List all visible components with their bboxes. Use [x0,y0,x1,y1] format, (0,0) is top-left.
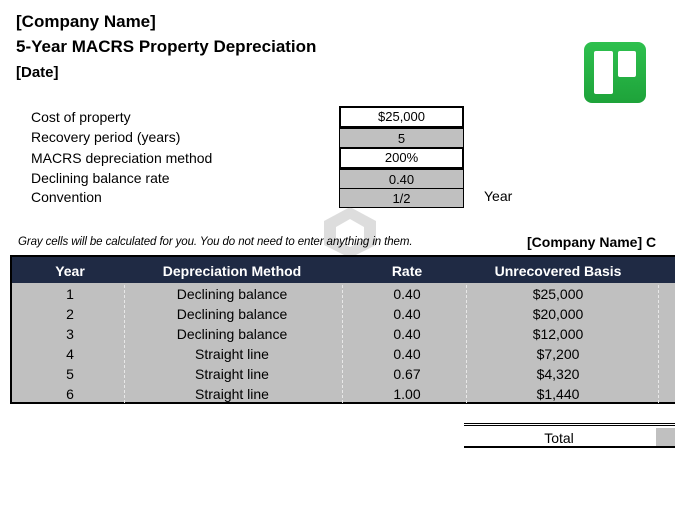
depreciation-table [10,255,675,404]
convention-cell: 1/2 [339,188,464,208]
col-rate: Rate [391,263,423,279]
cell-year: 3 [66,326,74,342]
table-header [12,257,675,283]
cell-year: 5 [66,366,74,382]
cell-rate: 1.00 [393,386,421,402]
trello-icon [584,42,646,103]
cell-method: Declining balance [176,286,288,302]
input-label-rate: Declining balance rate [31,170,170,186]
instruction-note: Gray cells will be calculated for you. You do not need to enter anything in them. [18,236,413,248]
cell-basis: $7,200 [536,346,580,362]
cell-year: 1 [66,286,74,302]
cell-rate: 0.40 [393,306,421,322]
note-company-name: [Company Name] C [527,234,657,250]
total-row [464,423,675,448]
cell-method: Straight line [195,366,269,382]
company-name: [Company Name] [16,12,156,31]
input-label-method: MACRS depreciation method [31,150,213,166]
input-label-convention: Convention [31,189,102,205]
declining-rate-cell: 0.40 [339,169,464,189]
cell-method: Declining balance [176,306,288,322]
input-label-recovery: Recovery period (years) [31,129,181,145]
cell-rate: 0.40 [393,326,421,342]
col-year: Year [55,263,85,279]
table-row [12,285,675,305]
cost-input[interactable]: $25,000 [339,106,464,128]
cell-year: 4 [66,346,74,362]
cell-basis: $1,440 [536,386,580,402]
cell-method: Straight line [195,386,269,402]
method-input[interactable]: 200% [339,147,464,169]
col-basis: Unrecovered Basis [494,263,622,279]
cell-basis: $12,000 [532,326,584,342]
cell-rate: 0.40 [393,286,421,302]
table-row [12,325,675,345]
cell-basis: $20,000 [532,306,584,322]
total-label: Total [544,430,574,446]
cell-basis: $4,320 [536,366,580,382]
table-row [12,385,675,405]
table-row [12,365,675,385]
sheet-title: 5-Year MACRS Property Depreciation [16,37,317,56]
table-row [12,305,675,325]
cell-basis: $25,000 [532,286,584,302]
convention-unit: Year [484,188,513,204]
table-row [12,345,675,365]
cell-rate: 0.67 [393,366,421,382]
cell-method: Straight line [195,346,269,362]
cell-method: Declining balance [176,326,288,342]
input-label-cost: Cost of property [31,109,131,125]
date-field: [Date] [16,64,59,81]
cell-year: 2 [66,306,74,322]
total-cell [656,428,675,446]
cell-year: 6 [66,386,74,402]
recovery-period-cell: 5 [339,128,464,148]
cell-rate: 0.40 [393,346,421,362]
col-method: Depreciation Method [162,263,302,279]
